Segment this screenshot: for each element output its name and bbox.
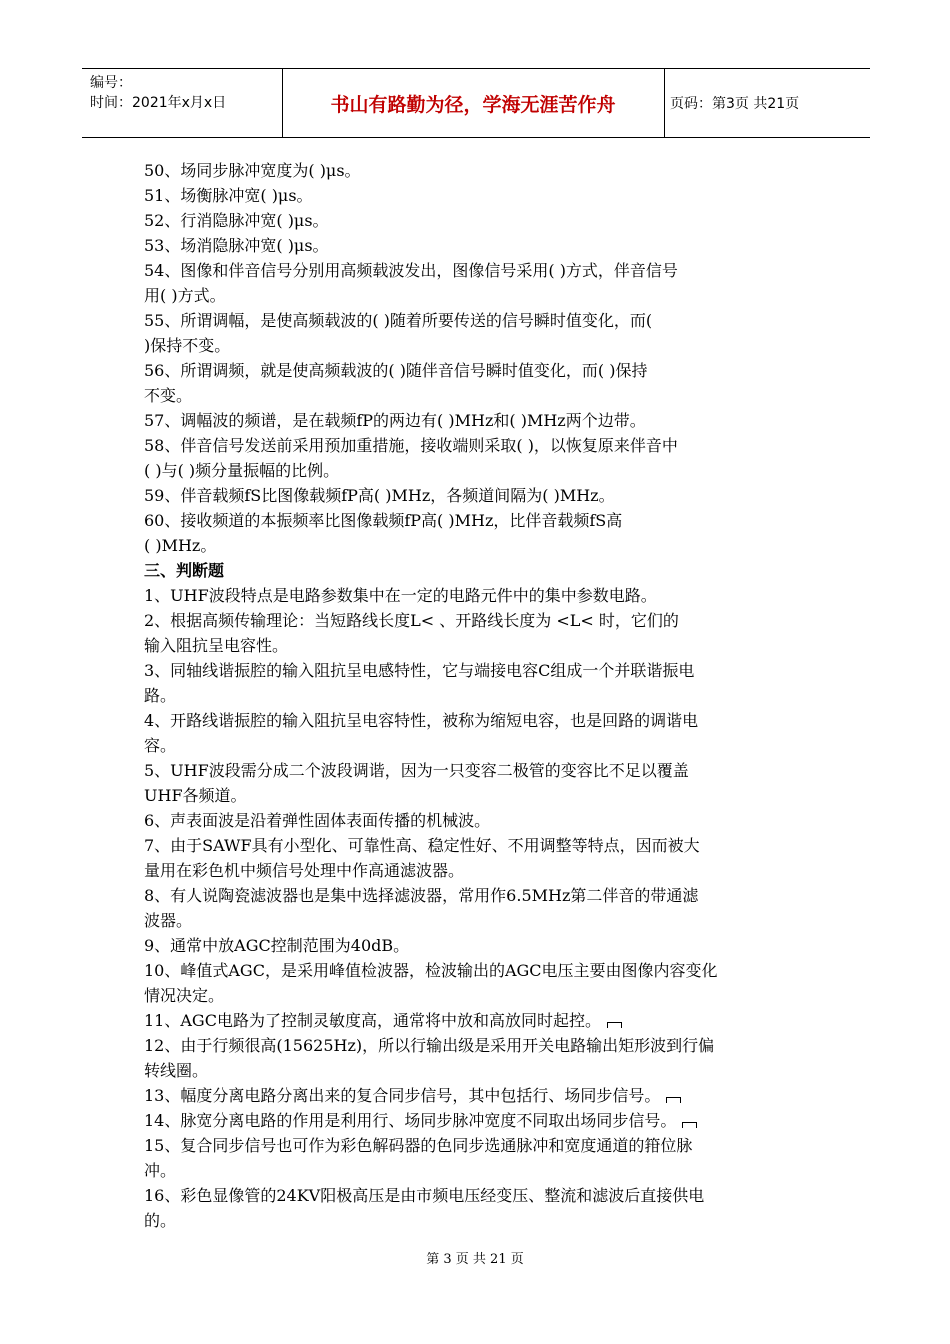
text-line: 路。 [144, 686, 177, 705]
text-line: 5、UHF波段需分成二个波段调谐，因为一只变容二极管的变容比不足以覆盖 [144, 761, 689, 780]
text-line: 6、声表面波是沿着弹性固体表面传播的机械波。 [144, 811, 491, 830]
text-line: 13、幅度分离电路分离出来的复合同步信号，其中包括行、场同步信号。 [144, 1086, 661, 1105]
header-divider [282, 69, 283, 137]
text-line: 4、开路线谐振腔的输入阻抗呈电容特性，被称为缩短电容，也是回路的调谐电 [144, 711, 699, 730]
header-page-info: 页码：第3页 共21页 [670, 96, 800, 112]
text-line: ( )MHz。 [144, 536, 217, 555]
text-line: ( )与( )频分量振幅的比例。 [144, 461, 340, 480]
header-motto: 书山有路勤为径，学海无涯苦作舟 [330, 93, 616, 116]
text-line: 的。 [144, 1211, 177, 1230]
section-heading: 三、判断题 [144, 561, 225, 580]
page-header [82, 68, 870, 138]
text-line: 56、所谓调频，就是使高频载波的( )随伴音信号瞬时值变化，而( )保持 [144, 361, 648, 380]
header-meta [90, 73, 226, 113]
text-line-with-mark [144, 1008, 812, 1033]
text-line: 50、场同步脉冲宽度为( )μs。 [144, 161, 361, 180]
text-line: 57、调幅波的频谱，是在载频fP的两边有( )MHz和( )MHz两个边带。 [144, 411, 646, 430]
text-line: 15、复合同步信号也可作为彩色解码器的色同步选通脉冲和宽度通道的箝位脉 [144, 1136, 693, 1155]
bracket-mark-icon [666, 1097, 681, 1103]
text-line: 2、根据高频传输理论：当短路线长度L< 、开路线长度为 <L< 时，它们的 [144, 611, 679, 630]
header-divider [664, 69, 665, 137]
text-line-with-mark [144, 1108, 812, 1133]
text-line-with-mark [144, 1083, 812, 1108]
text-line: 容。 [144, 736, 177, 755]
document-body [144, 158, 812, 1233]
text-line: 9、通常中放AGC控制范围为40dB。 [144, 936, 410, 955]
serial-label: 编号： [90, 75, 132, 91]
text-line: 11、AGC电路为了控制灵敏度高，通常将中放和高放同时起控。 [144, 1011, 601, 1030]
text-line: 1、UHF波段特点是电路参数集中在一定的电路元件中的集中参数电路。 [144, 586, 657, 605]
text-line: 51、场衡脉冲宽( )μs。 [144, 186, 313, 205]
text-line: UHF各频道。 [144, 786, 247, 805]
date-label: 时间：2021年x月x日 [90, 95, 227, 111]
text-line: 53、场消隐脉冲宽( )μs。 [144, 236, 329, 255]
bracket-mark-icon [607, 1022, 622, 1028]
text-line: 12、由于行频很高(15625Hz)，所以行输出级是采用开关电路输出矩形波到行偏 [144, 1036, 715, 1055]
text-line: 输入阻抗呈电容性。 [144, 636, 289, 655]
text-line: 不变。 [144, 386, 193, 405]
text-line: 冲。 [144, 1161, 177, 1180]
text-line: 55、所谓调幅，是使高频载波的( )随着所要传送的信号瞬时值变化，而( [144, 311, 653, 330]
page-footer: 第 3 页 共 21 页 [426, 1252, 524, 1267]
text-line: 59、伴音载频fS比图像载频fP高( )MHz，各频道间隔为( )MHz。 [144, 486, 615, 505]
text-line: 情况决定。 [144, 986, 225, 1005]
text-line: 转线圈。 [144, 1061, 209, 1080]
text-line: 16、彩色显像管的24KV阳极高压是由市频电压经变压、整流和滤波后直接供电 [144, 1186, 705, 1205]
text-line: 用( )方式。 [144, 286, 226, 305]
text-line: 10、峰值式AGC，是采用峰值检波器，检波输出的AGC电压主要由图像内容变化 [144, 961, 718, 980]
text-line: 7、由于SAWF具有小型化、可靠性高、稳定性好、不用调整等特点，因而被大 [144, 836, 700, 855]
bracket-mark-icon [682, 1122, 697, 1128]
text-line: 54、图像和伴音信号分别用高频载波发出，图像信号采用( )方式，伴音信号 [144, 261, 678, 280]
text-line: )保持不变。 [144, 336, 231, 355]
text-line: 52、行消隐脉冲宽( )μs。 [144, 211, 329, 230]
text-line: 60、接收频道的本振频率比图像载频fP高( )MHz，比伴音载频fS高 [144, 511, 623, 530]
text-line: 14、脉宽分离电路的作用是利用行、场同步脉冲宽度不同取出场同步信号。 [144, 1111, 677, 1130]
text-line: 量用在彩色机中频信号处理中作高通滤波器。 [144, 861, 465, 880]
text-line: 波器。 [144, 911, 193, 930]
text-line: 3、同轴线谐振腔的输入阻抗呈电感特性，它与端接电容C组成一个并联谐振电 [144, 661, 695, 680]
text-line: 58、伴音信号发送前采用预加重措施，接收端则采取( )，以恢复原来伴音中 [144, 436, 678, 455]
text-line: 8、有人说陶瓷滤波器也是集中选择滤波器，常用作6.5MHz第二伴音的带通滤 [144, 886, 699, 905]
